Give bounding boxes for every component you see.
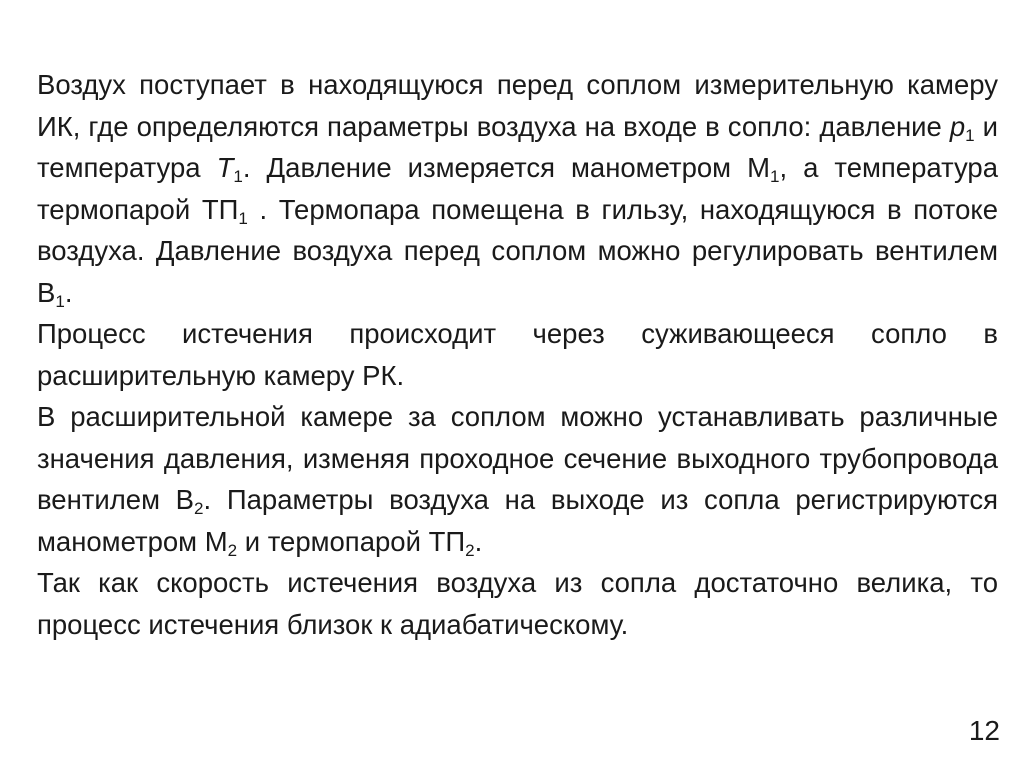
subscript: 2 xyxy=(465,540,475,560)
paragraph-outflow-process: Процесс истечения происходит через суживающееся сопло в расширительную камеру РК. xyxy=(37,318,998,391)
subscript: 1 xyxy=(769,166,780,186)
text-run: и термопарой ТП xyxy=(237,525,466,557)
subscript: 1 xyxy=(238,208,248,228)
text-run: . Термопара помещена в гильзу, находящуюся в потоке воздуха. Давление воздуха перед соплом можно регулировать вентилем В xyxy=(37,193,999,308)
paragraph-adiabatic-conclusion: Так как скорость истечения воздуха из сопла достаточно велика, то процесс истечения близок к адиабатическому. xyxy=(37,567,998,640)
page-number: 12 xyxy=(968,715,1000,746)
subscript: 2 xyxy=(194,498,204,518)
text-run: . xyxy=(474,525,483,557)
text-run: , а температура термопарой ТП xyxy=(37,152,999,225)
text-run: . Давление измеряется манометром М xyxy=(242,152,770,183)
text-run: Воздух поступает в находящуюся перед соплом измерительную камеру ИК, где определяются параметры воздуха на входе в сопло: давление xyxy=(37,69,998,142)
paragraph-expansion-chamber xyxy=(37,396,998,562)
subscript: 1 xyxy=(233,166,243,186)
slide-body xyxy=(37,64,998,645)
subscript: 1 xyxy=(965,125,975,145)
subscript: 2 xyxy=(227,540,238,560)
variable-temperature: T xyxy=(216,152,234,183)
text-run: . xyxy=(64,276,73,308)
text-run: и температура xyxy=(37,110,998,183)
text-run: В расширительной камере за соплом можно устанавливать различные значения давления, изменяя проходное сечение выходного трубопровода вентилем В xyxy=(37,401,998,515)
text-run: . Параметры воздуха на выходе из сопла регистрируются манометром М xyxy=(37,484,998,557)
paragraph-intake-chamber xyxy=(37,64,998,313)
variable-pressure: p xyxy=(949,110,966,142)
subscript: 1 xyxy=(55,291,65,311)
